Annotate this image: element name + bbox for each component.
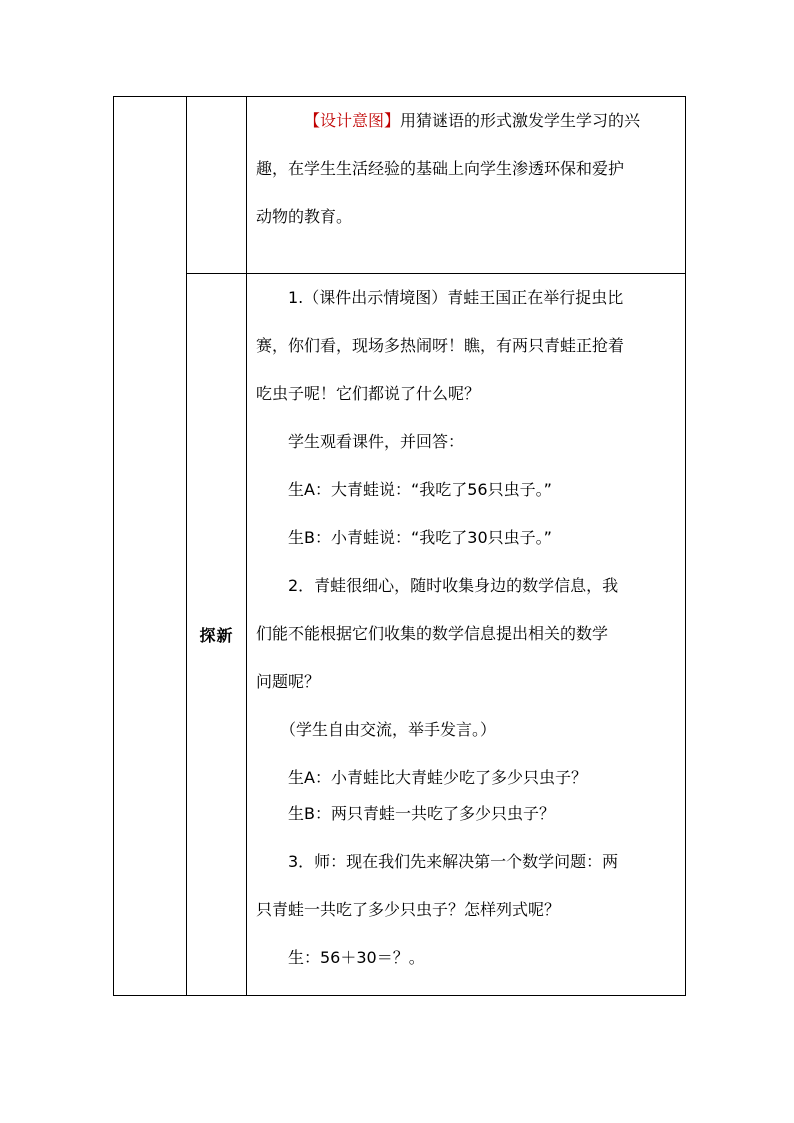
explore-line-13: 3．师：现在我们先来解决第一个数学问题：两: [288, 852, 619, 871]
explore-content-cell: [247, 274, 686, 996]
explore-line-1: 1.（课件出示情境图）青蛙王国正在举行捉虫比: [288, 288, 624, 307]
lesson-plan-table: [113, 96, 686, 996]
design-intent-row: [114, 97, 686, 274]
explore-stage-label: 探新: [199, 626, 234, 645]
design-intent-line-3: 动物的教育。: [256, 207, 353, 226]
explore-stage-cell: [187, 274, 247, 996]
explore-line-10: （学生自由交流，举手发言。）: [280, 720, 497, 739]
explore-line-6: 生B：小青蛙说：“我吃了30只虫子。”: [288, 528, 552, 547]
explore-line-14: 只青蛙一共吃了多少只虫子？怎样列式呢？: [256, 900, 561, 919]
design-intent-paragraph: [256, 97, 677, 145]
explore-line-2: 赛，你们看，现场多热闹呀！瞧，有两只青蛙正抢着: [256, 336, 625, 355]
explore-line-8: 们能不能根据它们收集的数学信息提出相关的数学: [256, 624, 609, 643]
design-intent-line-2: 趣，在学生生活经验的基础上向学生渗透环保和爱护: [256, 159, 625, 178]
explore-line-7: 2．青蛙很细心，随时收集身边的数学信息，我: [288, 576, 619, 595]
explore-row: [114, 274, 686, 996]
explore-line-3: 吃虫子呢！它们都说了什么呢？: [256, 384, 481, 403]
explore-line-5: 生A：大青蛙说：“我吃了56只虫子。”: [288, 480, 552, 499]
explore-line-4: 学生观看课件，并回答：: [288, 432, 465, 451]
design-intent-tag: 【设计意图】: [304, 111, 401, 130]
explore-line-15: 生：56＋30＝？。: [288, 948, 425, 967]
design-intent-cell: [247, 97, 686, 274]
design-intent-line-1: 用猜谜语的形式激发学生学习的兴: [400, 111, 641, 130]
explore-line-9: 问题呢？: [256, 672, 321, 691]
empty-stage-cell: [187, 97, 247, 274]
explore-line-11: 生A：小青蛙比大青蛙少吃了多少只虫子？: [288, 768, 587, 787]
explore-line-12: 生B：两只青蛙一共吃了多少只虫子？: [288, 804, 555, 823]
outer-left-cell: [114, 97, 187, 996]
